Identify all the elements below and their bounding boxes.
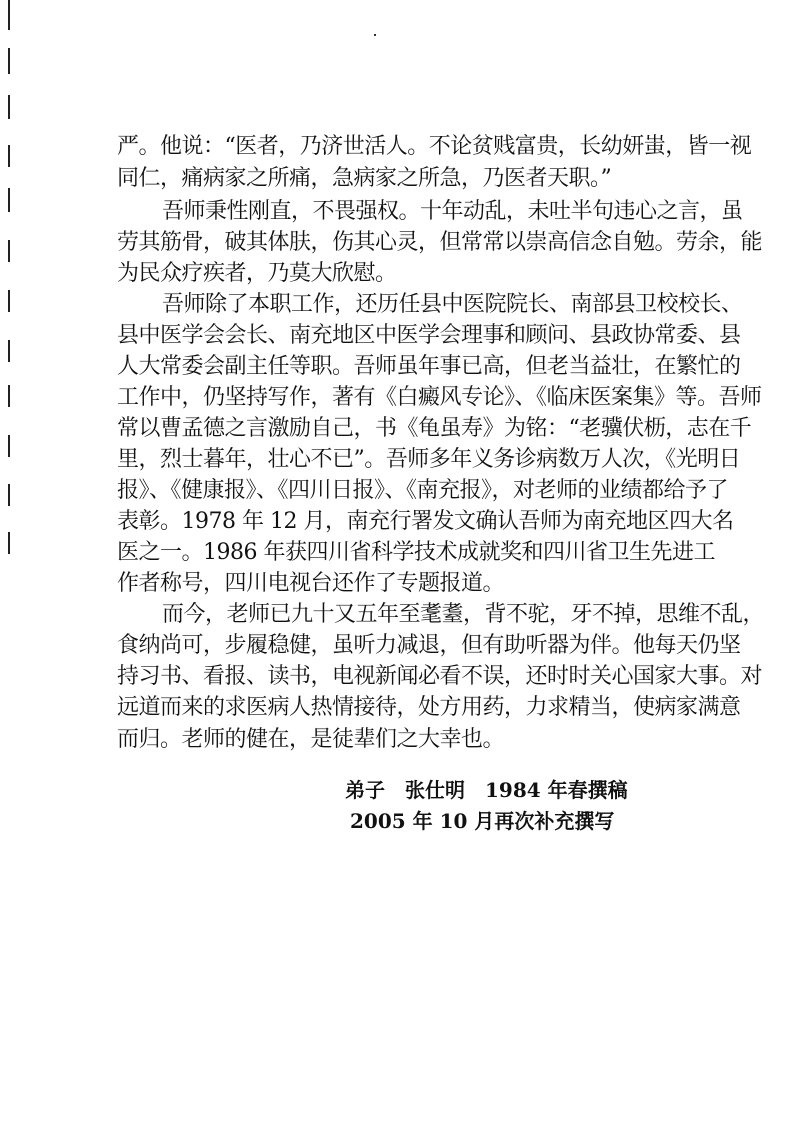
text-line: 人大常委会副主任等职。吾师虽年事已高，但老当益壮，在繁忙的 [117, 354, 741, 379]
margin-mark [8, 188, 10, 212]
text-line: 里，烈士暮年，壮心不已”。吾师多年义务诊病数万人次，《光明日 [117, 447, 741, 472]
text-line: 同仁，痛病家之所痛，急病家之所急，乃医者天职。” [117, 166, 612, 191]
revision-note: 2005 年 10 月再次补充撰写 [350, 809, 615, 833]
text-line: 医之一。1986 年获四川省科学技术成就奖和四川省卫生先进工 [117, 540, 715, 565]
margin-mark [8, 484, 10, 506]
margin-mark [8, 435, 10, 457]
margin-mark [8, 0, 10, 30]
scan-speck [374, 34, 376, 36]
text-line: 远道而来的求医病人热情接待，处方用药，力求精当，使病家满意 [117, 695, 741, 720]
text-line: 工作中，仍坚持写作，著有《白癜风专论》、《临床医案集》等。吾师 [117, 385, 762, 410]
author-signature: 弟子 张仕明 1984 年春撰稿 [345, 778, 628, 802]
text-line: 县中医学会会长、南充地区中医学会理事和顾问、县政协常委、县 [117, 323, 741, 348]
margin-mark [8, 48, 10, 74]
margin-mark [8, 532, 10, 554]
text-line: 报》、《健康报》、《四川日报》、《南充报》，对老师的业绩都给予了 [117, 478, 729, 503]
margin-mark [8, 385, 10, 407]
margin-mark [8, 95, 10, 119]
text-line: 食纳尚可，步履稳健，虽听力减退，但有助听器为伴。他每天仍坚 [117, 633, 741, 658]
text-line: 为民众疗疾者，乃莫大欣慰。 [117, 261, 397, 286]
margin-mark [8, 240, 10, 262]
margin-mark [8, 340, 10, 362]
text-line: 常以曹孟德之言激励自己，书《龟虽寿》为铭：“老骥伏枥，志在千 [117, 416, 752, 441]
margin-mark [8, 290, 10, 312]
text-line: 持习书、看报、读书，电视新闻必看不误，还时时关心国家大事。对 [117, 664, 763, 689]
text-line: 作者称号，四川电视台还作了专题报道。 [117, 571, 505, 596]
text-line: 而今，老师已九十又五年至耄耋，背不驼，牙不掉，思维不乱， [162, 602, 765, 627]
text-line: 表彰。1978 年 12 月，南充行署发文确认吾师为南充地区四大名 [117, 509, 734, 534]
text-line: 而归。老师的健在，是徒辈们之大幸也。 [117, 727, 505, 752]
text-line: 吾师秉性刚直，不畏强权。十年动乱，未吐半句违心之言，虽 [162, 199, 743, 224]
text-line: 劳其筋骨，破其体肤，伤其心灵，但常常以崇高信念自勉。劳余，能 [117, 230, 763, 255]
text-line: 严。他说：“医者，乃济世活人。不论贫贱富贵，长幼妍蚩，皆一视 [117, 134, 752, 159]
text-line: 吾师除了本职工作，还历任县中医院院长、南部县卫校校长、 [162, 292, 743, 317]
margin-mark [8, 145, 10, 167]
